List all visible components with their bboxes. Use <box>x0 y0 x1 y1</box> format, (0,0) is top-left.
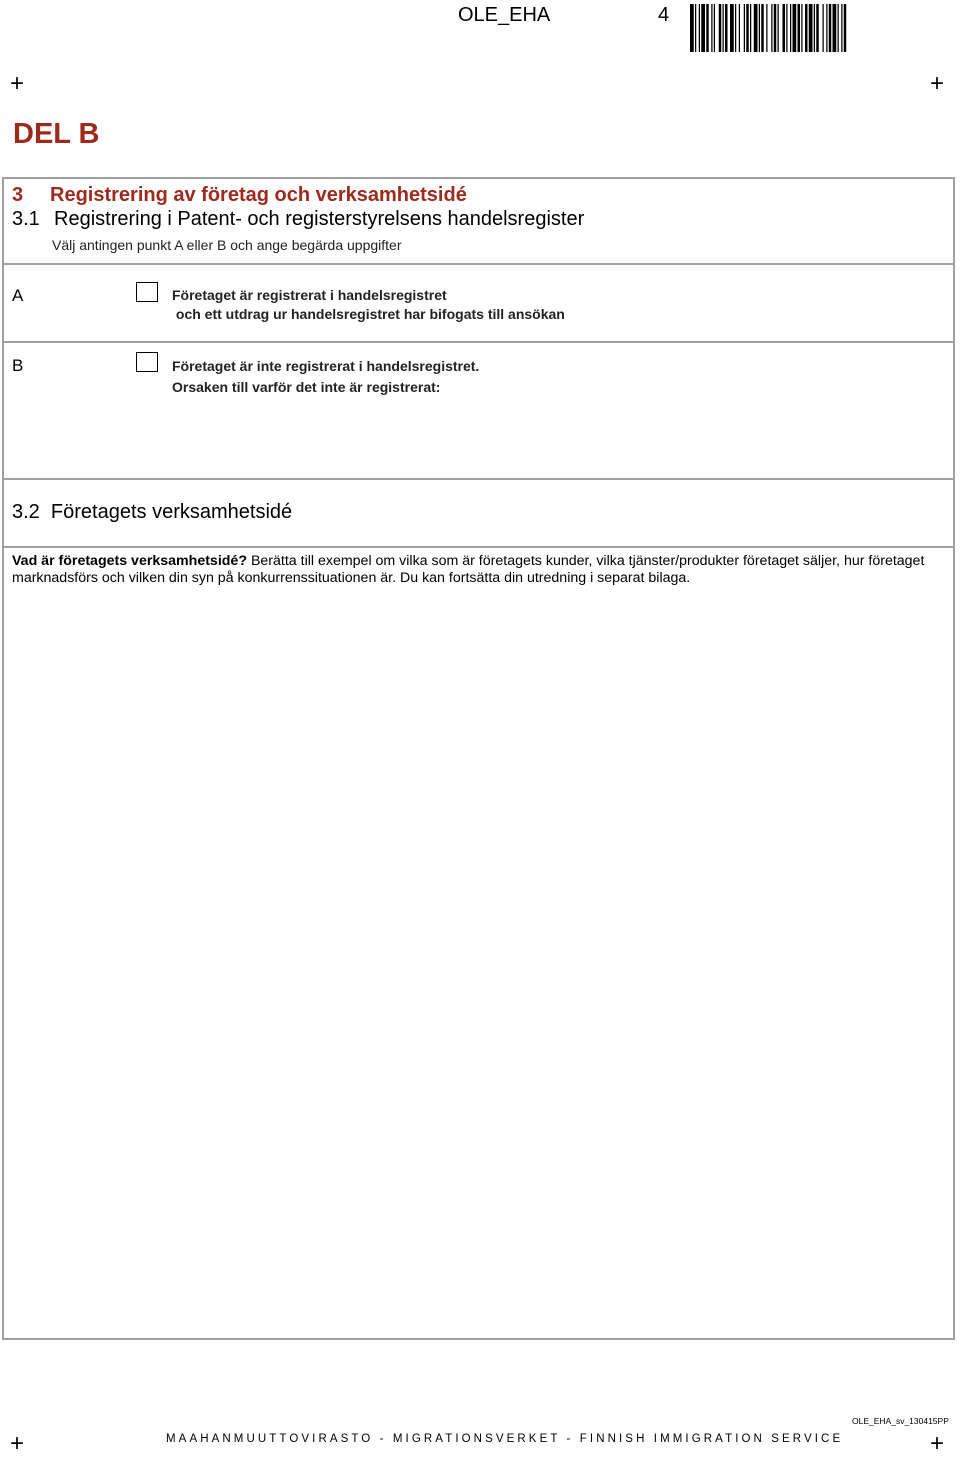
option-b-line2: Orsaken till varför det inte är registrerat: <box>172 379 441 395</box>
registration-mark-icon: + <box>930 70 945 97</box>
option-a-letter: A <box>12 286 24 305</box>
subsection-title: Registrering i Patent- och registerstyrelsens handelsregister <box>54 208 585 230</box>
agency-footer: MAAHANMUUTTOVIRASTO - MIGRATIONSVERKET - FINNISH IMMIGRATION SERVICE <box>166 1433 844 1445</box>
option-b-label <box>172 357 479 397</box>
section-title: Registrering av företag och verksamhetsidé <box>50 184 467 206</box>
divider <box>4 546 953 548</box>
registration-mark-icon: + <box>930 1430 945 1457</box>
option-a-line1: Företaget är registrerat i handelsregistret <box>172 287 447 303</box>
section-3-2-heading: 3.2 Företagets verksamhetsidé <box>12 501 293 523</box>
option-b-reason-field[interactable] <box>12 400 942 472</box>
barcode-icon <box>690 4 920 52</box>
registration-mark-icon: + <box>10 1430 25 1457</box>
option-a-checkbox[interactable] <box>136 282 158 302</box>
question-lead: Vad är företagets verksamhetsidé? <box>12 553 247 569</box>
section-3-heading <box>12 184 467 207</box>
divider <box>4 263 953 265</box>
section-number: 3 <box>12 184 24 206</box>
subsection-number: 3.1 <box>12 208 40 230</box>
option-b-checkbox[interactable] <box>136 352 158 372</box>
option-a-line2: och ett utdrag ur handelsregistret har bifogats till ansökan <box>172 306 565 322</box>
registration-mark-icon: + <box>10 70 25 97</box>
divider <box>4 478 953 480</box>
option-b-letter: B <box>12 356 24 375</box>
option-b-line1: Företaget är inte registrerat i handelsregistret. <box>172 358 480 374</box>
section-3-1-heading <box>12 208 584 231</box>
option-a-label <box>172 286 565 324</box>
form-code: OLE_EHA <box>458 4 551 26</box>
business-idea-question <box>12 553 942 587</box>
page-number: 4 <box>658 4 670 26</box>
question-body: Berätta till exempel om vilka som är företagets kunder, vilka tjänster/produkter företaget säljer, hur företaget marknadsförs och vilken din syn på konkurrenssituationen är. Du kan fortsätta din utredning i separat bilaga. <box>12 553 925 586</box>
part-title: DEL B <box>13 118 100 150</box>
divider <box>4 341 953 343</box>
document-code: OLE_EHA_sv_130415PP <box>852 1416 949 1426</box>
business-idea-answer-field[interactable] <box>12 600 942 1330</box>
instruction-text: Välj antingen punkt A eller B och ange begärda uppgifter <box>52 237 402 253</box>
